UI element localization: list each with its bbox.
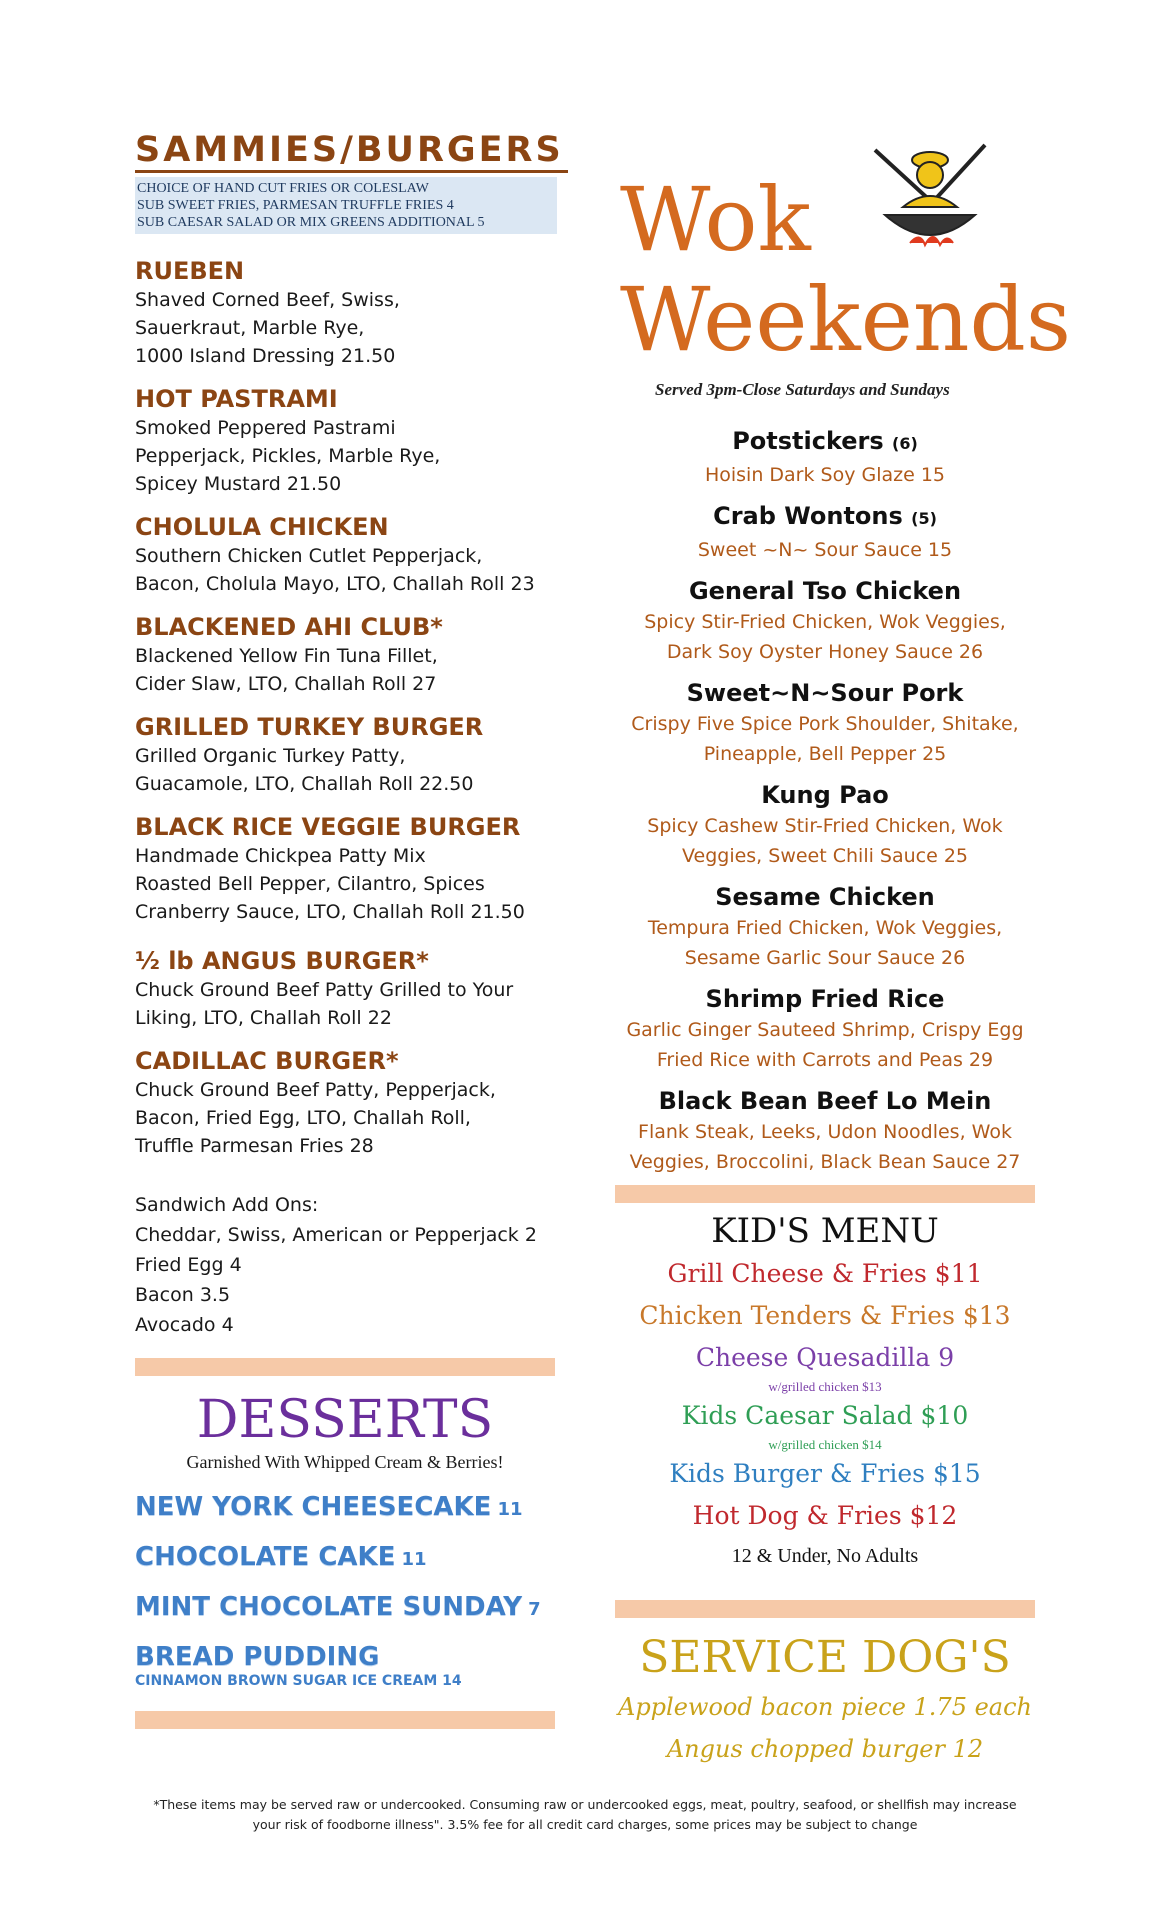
wok-title-line2: Weekends: [620, 268, 1071, 371]
menu-item: [135, 946, 555, 1032]
menu-item: [135, 256, 555, 370]
wok-item: [615, 1085, 1035, 1177]
dessert-name: BREAD PUDDING: [135, 1642, 380, 1672]
wok-item-desc: Hoisin Dark Soy Glaze 15: [704, 464, 946, 486]
menu-item-desc: Shaved Corned Beef, Swiss, Sauerkraut, Marble Rye, 1000 Island Dressing 21.50: [135, 289, 400, 367]
divider-bar: [135, 1711, 555, 1729]
addon-item: Fried Egg 4: [135, 1254, 242, 1276]
addons-heading: Sandwich Add Ons:: [135, 1194, 319, 1216]
wok-item-name: Crab Wontons: [713, 502, 903, 530]
footnote: *These items may be served raw or undercooked. Consuming raw or undercooked eggs, meat, poultry, seafood, or shellfish may increase your risk of foodborne illness". 3.5% fee for all credit card charges, some prices may be subject to change: [153, 1797, 1017, 1832]
wok-item: [615, 983, 1035, 1075]
dessert-item: [135, 1641, 555, 1689]
menu-item-name: CHOLULA CHICKEN: [135, 513, 389, 541]
menu-item-desc: Chuck Ground Beef Patty Grilled to Your Liking, LTO, Challah Roll 22: [135, 979, 514, 1029]
menu-item-name: BLACKENED AHI CLUB*: [135, 613, 443, 641]
addon-item: Avocado 4: [135, 1314, 234, 1336]
wok-title: [620, 168, 1071, 371]
kids-item: Cheese Quesadilla 9: [695, 1343, 955, 1372]
wok-item-desc: Spicy Stir-Fried Chicken, Wok Veggies, Dark Soy Oyster Honey Sauce 26: [644, 611, 1006, 663]
dessert-price: 11: [401, 1549, 427, 1570]
kids-menu-footer: 12 & Under, No Adults: [731, 1545, 919, 1567]
sammies-subtitle-line: SUB SWEET FRIES, PARMESAN TRUFFLE FRIES 4: [137, 198, 454, 213]
dessert-name: MINT CHOCOLATE SUNDAY: [135, 1592, 523, 1622]
desserts-section: [135, 1392, 555, 1689]
menu-item: [135, 384, 555, 498]
dessert-subtext: CINNAMON BROWN SUGAR ICE CREAM 14: [135, 1673, 462, 1689]
wok-item-desc: Spicy Cashew Stir-Fried Chicken, Wok Veggies, Sweet Chili Sauce 25: [647, 815, 1003, 867]
dessert-item: [135, 1491, 555, 1523]
menu-item-name: ½ lb ANGUS BURGER*: [135, 947, 429, 975]
kids-menu-section: [615, 1185, 1035, 1571]
dessert-name: NEW YORK CHEESECAKE: [135, 1492, 492, 1522]
menu-item: [135, 712, 555, 798]
kids-menu-title: KID'S MENU: [711, 1211, 939, 1251]
wok-item-name: Potstickers: [732, 427, 884, 455]
wok-item-name: Black Bean Beef Lo Mein: [658, 1087, 992, 1115]
sammies-subtitle-line: CHOICE OF HAND CUT FRIES OR COLESLAW: [137, 181, 429, 196]
dessert-item: [135, 1591, 555, 1623]
menu-item: [135, 512, 555, 598]
dessert-name: CHOCOLATE CAKE: [135, 1542, 396, 1572]
divider-bar: [615, 1600, 1035, 1618]
service-dogs-title: SERVICE DOG'S: [639, 1632, 1011, 1683]
kids-item: Grill Cheese & Fries $11: [667, 1259, 983, 1288]
addon-item: Cheddar, Swiss, American or Pepperjack 2: [135, 1224, 537, 1246]
wok-item-desc: Flank Steak, Leeks, Udon Noodles, Wok Veggies, Broccolini, Black Bean Sauce 27: [629, 1121, 1021, 1173]
menu-item-desc: Smoked Peppered Pastrami Pepperjack, Pickles, Marble Rye, Spicey Mustard 21.50: [135, 417, 441, 495]
kids-item-note: w/grilled chicken $14: [768, 1437, 882, 1452]
sammies-subtitle-line: SUB CAESAR SALAD OR MIX GREENS ADDITIONAL 5: [137, 215, 485, 230]
wok-item: [615, 677, 1035, 769]
menu-item-desc: Grilled Organic Turkey Patty, Guacamole, LTO, Challah Roll 22.50: [135, 745, 474, 795]
kids-item-note: w/grilled chicken $13: [768, 1379, 882, 1394]
wok-served-hours: Served 3pm-Close Saturdays and Sundays: [655, 380, 950, 399]
dessert-item: [135, 1541, 555, 1573]
service-dogs-item: Angus chopped burger 12: [666, 1735, 984, 1763]
kids-item: Hot Dog & Fries $12: [692, 1501, 958, 1530]
wok-item: [615, 425, 1035, 490]
sammies-subtitle-box: [135, 177, 557, 234]
menu-item-name: CADILLAC BURGER*: [135, 1047, 399, 1075]
wok-item-desc: Garlic Ginger Sauteed Shrimp, Crispy Egg Fried Rice with Carrots and Peas 29: [626, 1019, 1024, 1071]
menu-item-desc: Southern Chicken Cutlet Pepperjack, Bacon, Cholula Mayo, LTO, Challah Roll 23: [135, 545, 535, 595]
wok-item: [615, 779, 1035, 871]
menu-item-name: BLACK RICE VEGGIE BURGER: [135, 813, 521, 841]
wok-items: [615, 425, 1035, 1187]
menu-item-desc: Chuck Ground Beef Patty, Pepperjack, Bacon, Fried Egg, LTO, Challah Roll, Truffle Parmesan Fries 28: [135, 1079, 496, 1157]
wok-title-line1: Wok: [620, 168, 811, 271]
wok-item-name: Shrimp Fried Rice: [705, 985, 945, 1013]
wok-item-desc: Sweet ~N~ Sour Sauce 15: [697, 539, 953, 561]
addon-item: Bacon 3.5: [135, 1284, 231, 1306]
service-dogs-section: [615, 1600, 1035, 1770]
menu-item: [135, 612, 555, 698]
menu-item: [135, 1046, 555, 1160]
desserts-subtitle: Garnished With Whipped Cream & Berries!: [186, 1452, 504, 1472]
wok-item-name: Kung Pao: [761, 781, 889, 809]
wok-item-count: (5): [911, 509, 937, 528]
kids-item: Kids Caesar Salad $10: [681, 1401, 969, 1430]
menu-item-desc: Blackened Yellow Fin Tuna Fillet, Cider Slaw, LTO, Challah Roll 27: [135, 645, 438, 695]
desserts-title: DESSERTS: [196, 1390, 494, 1450]
menu-item: [135, 812, 555, 926]
wok-item-name: General Tso Chicken: [688, 577, 962, 605]
wok-item: [615, 881, 1035, 973]
service-dogs-item: Applewood bacon piece 1.75 each: [617, 1693, 1032, 1721]
sammies-title: SAMMIES/BURGERS: [135, 130, 568, 173]
wok-item-name: Sesame Chicken: [715, 883, 935, 911]
menu-item-name: GRILLED TURKEY BURGER: [135, 713, 484, 741]
wok-item-name: Sweet~N~Sour Pork: [686, 679, 964, 707]
divider-bar: [135, 1358, 555, 1376]
menu-item-name: HOT PASTRAMI: [135, 385, 338, 413]
wok-item: [615, 500, 1035, 565]
wok-item-desc: Crispy Five Spice Pork Shoulder, Shitake, Pineapple, Bell Pepper 25: [631, 713, 1019, 765]
dessert-price: 11: [497, 1499, 523, 1520]
addons-list: [135, 1190, 555, 1340]
sammies-section: [135, 130, 564, 1729]
menu-item-name: RUEBEN: [135, 257, 245, 285]
wok-item: [615, 575, 1035, 667]
wok-item-count: (6): [892, 434, 918, 453]
menu-item-desc: Handmade Chickpea Patty Mix Roasted Bell Pepper, Cilantro, Spices Cranberry Sauce, LTO, Challah Roll 21.50: [135, 845, 525, 923]
kids-item: Chicken Tenders & Fries $13: [639, 1301, 1011, 1330]
dessert-price: 7: [528, 1599, 541, 1620]
kids-item: Kids Burger & Fries $15: [669, 1459, 981, 1488]
wok-item-desc: Tempura Fried Chicken, Wok Veggies, Sesame Garlic Sour Sauce 26: [647, 917, 1003, 969]
divider-bar: [615, 1185, 1035, 1203]
